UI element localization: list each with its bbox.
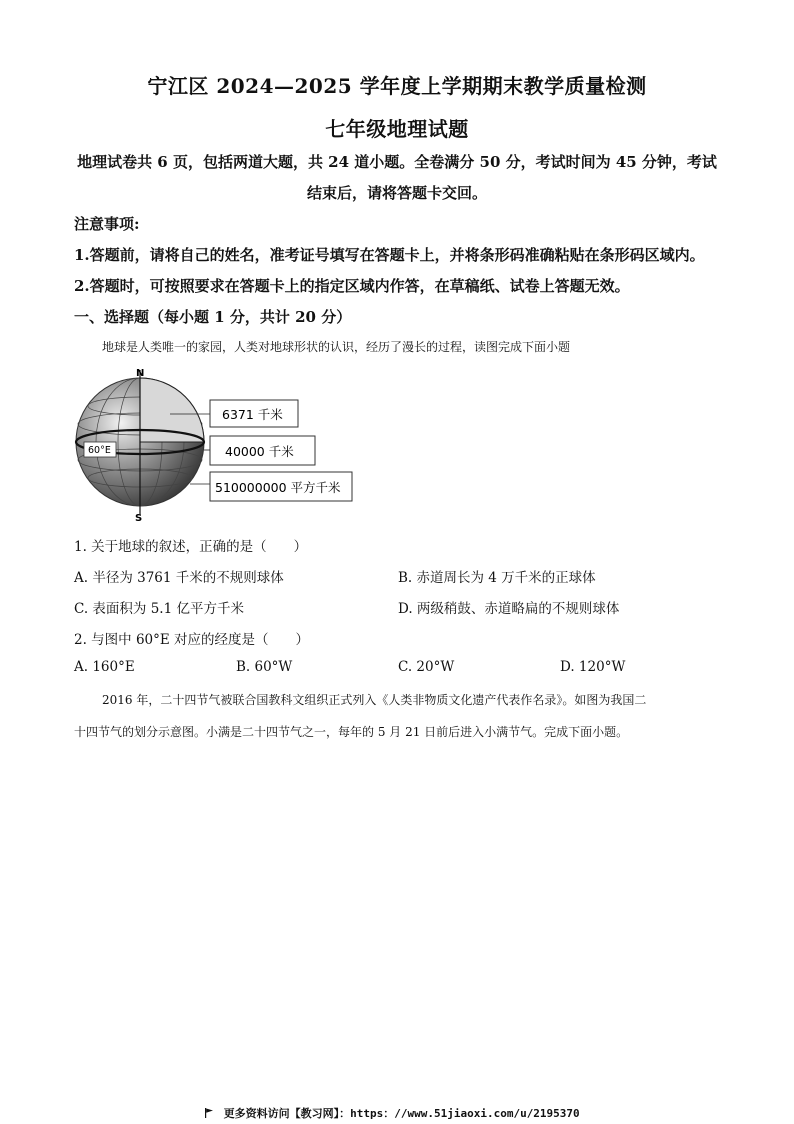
earth-figure xyxy=(70,366,370,524)
north-pole-label: N xyxy=(136,368,145,379)
equator-label: 40000 千米 xyxy=(225,444,294,459)
passage-2-line-1: 2016 年，二十四节气被联合国教科文组织正式列入《人类非物质文化遗产代表作名录》。如图为我国二 xyxy=(102,693,647,707)
question-2-option-a: A. 160°E xyxy=(74,659,135,675)
question-2-option-c: C. 20°W xyxy=(398,659,455,675)
question-2-option-d: D. 120°W xyxy=(560,659,626,675)
question-1-option-d: D. 两级稍鼓、赤道略扁的不规则球体 xyxy=(398,601,620,617)
page-subtitle: 七年级地理试题 xyxy=(325,117,469,141)
south-pole-label: S xyxy=(135,513,143,524)
question-1-option-b: B. 赤道周长为 4 万千米的正球体 xyxy=(398,570,596,586)
area-label: 510000000 平方千米 xyxy=(215,480,341,495)
intro-line-1: 地理试卷共 6 页，包括两道大题，共 24 道小题。全卷满分 50 分，考试时间为 45 分钟，考试 xyxy=(77,153,717,171)
longitude-label-box xyxy=(84,442,116,457)
notice-item-1: 1.答题前，请将自己的姓名，准考证号填写在答题卡上，并将条形码准确粘贴在条形码区域内。 xyxy=(74,246,705,264)
question-1-option-c: C. 表面积为 5.1 亿平方千米 xyxy=(74,601,244,617)
question-2-stem: 2. 与图中 60°E 对应的经度是（ ） xyxy=(74,632,310,648)
radius-label-box xyxy=(210,400,298,427)
question-2-option-b: B. 60°W xyxy=(236,659,293,675)
footer-link[interactable]: 更多资料访问【教习网】：https：//www.51jiaoxi.com/u/2195370 xyxy=(223,1107,580,1120)
footer xyxy=(204,1105,580,1121)
page-title: 宁江区 2024—2025 学年度上学期期末教学质量检测 xyxy=(147,74,647,98)
longitude-label: 60°E xyxy=(88,445,111,456)
notice-heading: 注意事项: xyxy=(74,215,140,233)
question-1-option-a: A. 半径为 3761 千米的不规则球体 xyxy=(74,570,284,586)
question-1-stem: 1. 关于地球的叙述，正确的是（ ） xyxy=(74,539,308,555)
equator-label-box xyxy=(210,436,315,465)
flag-icon xyxy=(204,1108,214,1118)
intro-line-2: 结束后，请将答题卡交回。 xyxy=(306,184,487,202)
passage-1: 地球是人类唯一的家园，人类对地球形状的认识，经历了漫长的过程，读图完成下面小题 xyxy=(102,340,571,354)
section-1-heading: 一、选择题（每小题 1 分，共计 20 分） xyxy=(74,308,352,326)
passage-2-line-2: 十四节气的划分示意图。小满是二十四节气之一，每年的 5 月 21 日前后进入小满节气。完成下面小题。 xyxy=(74,725,629,739)
radius-label: 6371 千米 xyxy=(222,407,283,422)
area-label-box xyxy=(210,472,352,501)
notice-item-2: 2.答题时，可按照要求在答题卡上的指定区域内作答，在草稿纸、试卷上答题无效。 xyxy=(74,277,630,295)
